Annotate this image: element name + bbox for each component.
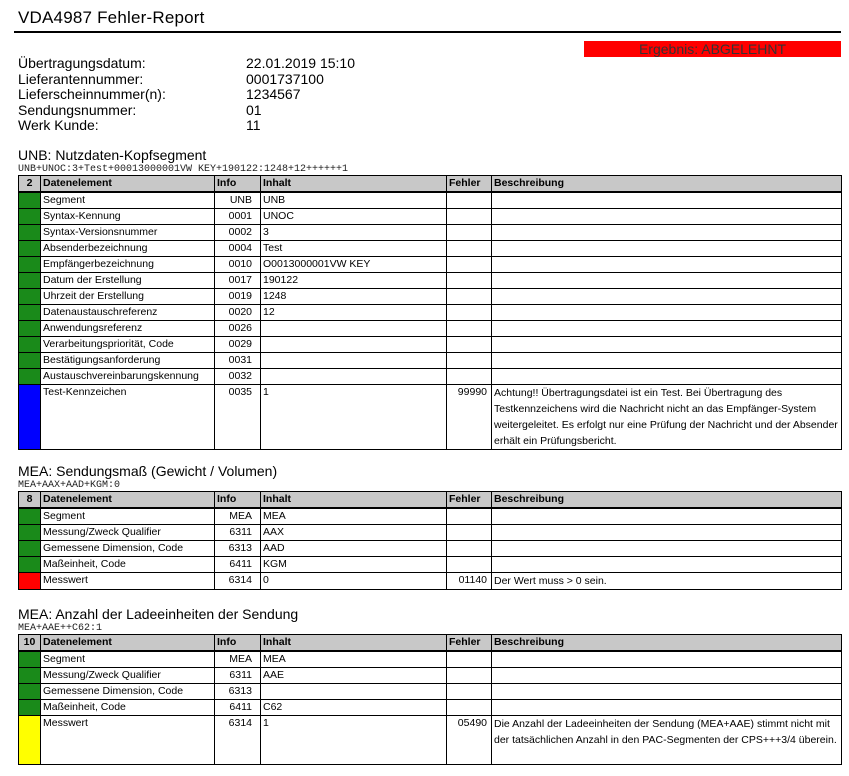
error-description bbox=[492, 192, 842, 209]
error-description bbox=[492, 700, 842, 716]
content-value: 3 bbox=[261, 225, 447, 241]
status-indicator bbox=[19, 257, 41, 273]
table-row bbox=[19, 541, 842, 557]
error-description bbox=[492, 541, 842, 557]
column-header-element: Datenelement bbox=[41, 176, 215, 193]
info-code: 0029 bbox=[215, 337, 261, 353]
status-indicator bbox=[19, 305, 41, 321]
segment-number: 10 bbox=[19, 635, 41, 652]
error-code bbox=[447, 337, 492, 353]
info-code: MEA bbox=[215, 651, 261, 668]
error-code bbox=[447, 257, 492, 273]
error-code: 99990 bbox=[447, 385, 492, 450]
content-value bbox=[261, 369, 447, 385]
error-code bbox=[447, 289, 492, 305]
error-code bbox=[447, 684, 492, 700]
segment-table bbox=[18, 175, 842, 450]
content-value: UNB bbox=[261, 192, 447, 209]
element-name: Absenderbezeichnung bbox=[41, 241, 215, 257]
element-name: Segment bbox=[41, 651, 215, 668]
segment-table bbox=[18, 491, 842, 590]
error-code bbox=[447, 192, 492, 209]
element-name: Maßeinheit, Code bbox=[41, 557, 215, 573]
info-code: 6313 bbox=[215, 684, 261, 700]
table-row bbox=[19, 651, 842, 668]
info-code: 0004 bbox=[215, 241, 261, 257]
element-name: Syntax-Versionsnummer bbox=[41, 225, 215, 241]
content-value: AAX bbox=[261, 525, 447, 541]
content-value bbox=[261, 321, 447, 337]
column-header-error: Fehler bbox=[447, 635, 492, 652]
result-status-badge: Ergebnis: ABGELEHNT bbox=[584, 41, 841, 57]
error-description bbox=[492, 225, 842, 241]
info-code: 6411 bbox=[215, 700, 261, 716]
section-title: MEA: Anzahl der Ladeeinheiten der Sendung bbox=[18, 606, 299, 622]
error-description bbox=[492, 651, 842, 668]
table-header-row bbox=[19, 635, 842, 652]
content-value: 0 bbox=[261, 573, 447, 590]
error-code bbox=[447, 209, 492, 225]
table-header-row bbox=[19, 176, 842, 193]
error-code bbox=[447, 668, 492, 684]
content-value: MEA bbox=[261, 508, 447, 525]
error-code bbox=[447, 369, 492, 385]
error-code: 05490 bbox=[447, 716, 492, 765]
info-code: 6311 bbox=[215, 668, 261, 684]
delivery-note-label: Lieferscheinnummer(n): bbox=[18, 86, 166, 102]
info-code: 0031 bbox=[215, 353, 261, 369]
status-indicator bbox=[19, 716, 41, 765]
error-code bbox=[447, 541, 492, 557]
column-header-element: Datenelement bbox=[41, 492, 215, 509]
info-code: 6411 bbox=[215, 557, 261, 573]
segment-number: 2 bbox=[19, 176, 41, 193]
table-row bbox=[19, 525, 842, 541]
content-value: UNOC bbox=[261, 209, 447, 225]
customer-plant-value: 11 bbox=[246, 117, 261, 133]
error-code bbox=[447, 241, 492, 257]
section-unb bbox=[18, 147, 841, 450]
segment-code: MEA+AAX+AAD+KGM:0 bbox=[18, 480, 121, 491]
content-value bbox=[261, 353, 447, 369]
content-value: 12 bbox=[261, 305, 447, 321]
table-row bbox=[19, 557, 842, 573]
table-header-row bbox=[19, 492, 842, 509]
element-name: Anwendungsreferenz bbox=[41, 321, 215, 337]
table-row bbox=[19, 337, 842, 353]
element-name: Segment bbox=[41, 508, 215, 525]
delivery-note-value: 1234567 bbox=[246, 86, 301, 102]
error-code bbox=[447, 525, 492, 541]
status-indicator bbox=[19, 225, 41, 241]
table-row bbox=[19, 305, 842, 321]
element-name: Gemessene Dimension, Code bbox=[41, 541, 215, 557]
element-name: Verarbeitungspriorität, Code bbox=[41, 337, 215, 353]
error-description bbox=[492, 305, 842, 321]
error-description: Achtung!! Übertragungsdatei ist ein Test. Bei Übertragung des Testkennzeichens wird die Nachricht nicht an das Empfänger-System weitergeleitet. Es erfolgt nur eine Prüfung der Nachricht und der Absender erhält ein Prüfungsbericht. bbox=[492, 385, 842, 450]
element-name: Segment bbox=[41, 192, 215, 209]
table-row bbox=[19, 716, 842, 765]
content-value: 1248 bbox=[261, 289, 447, 305]
section-mea-units bbox=[18, 606, 841, 765]
error-code bbox=[447, 557, 492, 573]
table-row bbox=[19, 684, 842, 700]
section-title: MEA: Sendungsmaß (Gewicht / Volumen) bbox=[18, 463, 278, 479]
error-description bbox=[492, 353, 842, 369]
content-value: 1 bbox=[261, 385, 447, 450]
transfer-date-label: Übertragungsdatum: bbox=[18, 55, 146, 71]
error-code bbox=[447, 353, 492, 369]
column-header-content: Inhalt bbox=[261, 492, 447, 509]
content-value: O0013000001VW KEY bbox=[261, 257, 447, 273]
content-value bbox=[261, 684, 447, 700]
section-mea-weight bbox=[18, 463, 841, 590]
element-name: Test-Kennzeichen bbox=[41, 385, 215, 450]
column-header-description: Beschreibung bbox=[492, 492, 842, 509]
info-code: MEA bbox=[215, 508, 261, 525]
column-header-error: Fehler bbox=[447, 492, 492, 509]
table-row bbox=[19, 273, 842, 289]
status-indicator bbox=[19, 508, 41, 525]
column-header-content: Inhalt bbox=[261, 176, 447, 193]
segment-code: UNB+UNOC:3+Test+00013000001VW KEY+190122:1248+12++++++1 bbox=[18, 164, 349, 175]
error-code bbox=[447, 700, 492, 716]
info-code: UNB bbox=[215, 192, 261, 209]
info-code: 0032 bbox=[215, 369, 261, 385]
error-description bbox=[492, 257, 842, 273]
column-header-content: Inhalt bbox=[261, 635, 447, 652]
error-code bbox=[447, 651, 492, 668]
element-name: Bestätigungsanforderung bbox=[41, 353, 215, 369]
status-indicator bbox=[19, 241, 41, 257]
shipment-number-label: Sendungsnummer: bbox=[18, 101, 137, 118]
status-indicator bbox=[19, 369, 41, 385]
supplier-number-label: Lieferantennummer: bbox=[18, 70, 144, 87]
column-header-description: Beschreibung bbox=[492, 635, 842, 652]
status-indicator bbox=[19, 557, 41, 573]
status-indicator bbox=[19, 353, 41, 369]
error-code: 01140 bbox=[447, 573, 492, 590]
info-code: 0019 bbox=[215, 289, 261, 305]
element-name: Empfängerbezeichnung bbox=[41, 257, 215, 273]
segment-number: 8 bbox=[19, 492, 41, 509]
element-name: Uhrzeit der Erstellung bbox=[41, 289, 215, 305]
content-value: 1 bbox=[261, 716, 447, 765]
element-name: Messung/Zweck Qualifier bbox=[41, 525, 215, 541]
column-header-description: Beschreibung bbox=[492, 176, 842, 193]
content-value: MEA bbox=[261, 651, 447, 668]
status-indicator bbox=[19, 668, 41, 684]
transfer-date-value: 22.01.2019 15:10 bbox=[246, 55, 355, 71]
table-row bbox=[19, 321, 842, 337]
info-code: 0020 bbox=[215, 305, 261, 321]
table-row bbox=[19, 700, 842, 716]
error-description bbox=[492, 209, 842, 225]
status-indicator bbox=[19, 525, 41, 541]
table-row bbox=[19, 573, 842, 590]
error-description bbox=[492, 684, 842, 700]
error-code bbox=[447, 225, 492, 241]
supplier-number-value: 0001737100 bbox=[246, 70, 324, 87]
error-description bbox=[492, 668, 842, 684]
error-description bbox=[492, 273, 842, 289]
element-name: Austauschvereinbarungskennung bbox=[41, 369, 215, 385]
status-indicator bbox=[19, 192, 41, 209]
element-name: Gemessene Dimension, Code bbox=[41, 684, 215, 700]
table-row bbox=[19, 289, 842, 305]
table-row bbox=[19, 225, 842, 241]
table-row bbox=[19, 385, 842, 450]
element-name: Messung/Zweck Qualifier bbox=[41, 668, 215, 684]
table-row bbox=[19, 353, 842, 369]
status-indicator bbox=[19, 541, 41, 557]
status-indicator bbox=[19, 385, 41, 450]
column-header-info: Info bbox=[215, 176, 261, 193]
error-description bbox=[492, 321, 842, 337]
element-name: Messwert bbox=[41, 573, 215, 590]
table-row bbox=[19, 209, 842, 225]
table-row bbox=[19, 668, 842, 684]
info-code: 0035 bbox=[215, 385, 261, 450]
table-row bbox=[19, 369, 842, 385]
error-code bbox=[447, 305, 492, 321]
error-description bbox=[492, 508, 842, 525]
error-description bbox=[492, 289, 842, 305]
error-code bbox=[447, 321, 492, 337]
element-name: Syntax-Kennung bbox=[41, 209, 215, 225]
error-description bbox=[492, 337, 842, 353]
status-indicator bbox=[19, 337, 41, 353]
element-name: Datum der Erstellung bbox=[41, 273, 215, 289]
table-row bbox=[19, 241, 842, 257]
table-row bbox=[19, 192, 842, 209]
info-code: 6314 bbox=[215, 573, 261, 590]
status-indicator bbox=[19, 573, 41, 590]
status-indicator bbox=[19, 700, 41, 716]
info-code: 0017 bbox=[215, 273, 261, 289]
section-title: UNB: Nutzdaten-Kopfsegment bbox=[18, 147, 207, 163]
status-indicator bbox=[19, 273, 41, 289]
error-description bbox=[492, 241, 842, 257]
content-value: C62 bbox=[261, 700, 447, 716]
content-value bbox=[261, 337, 447, 353]
error-description: Die Anzahl der Ladeeinheiten der Sendung (MEA+AAE) stimmt nicht mit der tatsächlichen Anzahl in den PAC-Segmenten der CPS+++3/4 überein. bbox=[492, 716, 842, 765]
column-header-error: Fehler bbox=[447, 176, 492, 193]
error-description: Der Wert muss > 0 sein. bbox=[492, 573, 842, 590]
status-indicator bbox=[19, 651, 41, 668]
content-value: Test bbox=[261, 241, 447, 257]
element-name: Datenaustauschreferenz bbox=[41, 305, 215, 321]
column-header-info: Info bbox=[215, 635, 261, 652]
info-code: 0010 bbox=[215, 257, 261, 273]
customer-plant-label: Werk Kunde: bbox=[18, 117, 99, 133]
segment-table bbox=[18, 634, 842, 765]
column-header-info: Info bbox=[215, 492, 261, 509]
info-code: 6311 bbox=[215, 525, 261, 541]
report-title: VDA4987 Fehler-Report bbox=[18, 8, 205, 27]
error-description bbox=[492, 369, 842, 385]
shipment-number-value: 01 bbox=[246, 101, 262, 118]
info-code: 0002 bbox=[215, 225, 261, 241]
info-code: 0001 bbox=[215, 209, 261, 225]
table-row bbox=[19, 508, 842, 525]
content-value: 190122 bbox=[261, 273, 447, 289]
status-indicator bbox=[19, 321, 41, 337]
element-name: Maßeinheit, Code bbox=[41, 700, 215, 716]
segment-code: MEA+AAE++C62:1 bbox=[18, 623, 103, 634]
error-code bbox=[447, 273, 492, 289]
status-indicator bbox=[19, 289, 41, 305]
content-value: AAD bbox=[261, 541, 447, 557]
error-description bbox=[492, 525, 842, 541]
content-value: KGM bbox=[261, 557, 447, 573]
status-indicator bbox=[19, 684, 41, 700]
element-name: Messwert bbox=[41, 716, 215, 765]
table-row bbox=[19, 257, 842, 273]
status-indicator bbox=[19, 209, 41, 225]
info-code: 0026 bbox=[215, 321, 261, 337]
info-code: 6314 bbox=[215, 716, 261, 765]
title-divider bbox=[14, 31, 841, 33]
error-code bbox=[447, 508, 492, 525]
info-code: 6313 bbox=[215, 541, 261, 557]
column-header-element: Datenelement bbox=[41, 635, 215, 652]
content-value: AAE bbox=[261, 668, 447, 684]
error-description bbox=[492, 557, 842, 573]
